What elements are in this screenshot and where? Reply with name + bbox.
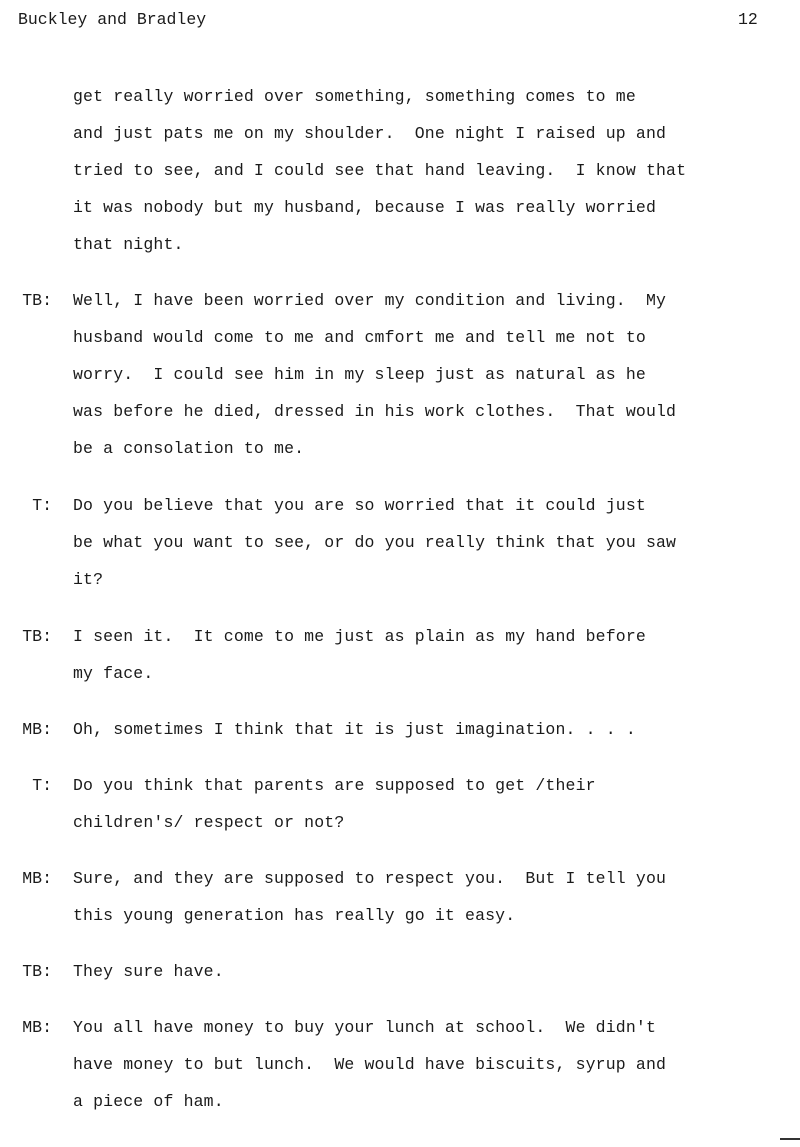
transcript-line: I seen it. It come to me just as plain as my hand before	[73, 627, 646, 646]
transcript-line: get really worried over something, something comes to me	[73, 87, 636, 106]
transcript-line: it?	[73, 570, 104, 589]
page-number: 12	[738, 10, 758, 29]
speaker-label: MB:	[22, 869, 52, 888]
running-header-title: Buckley and Bradley	[18, 10, 207, 29]
transcript-line: They sure have.	[73, 962, 224, 981]
transcript-line: tried to see, and I could see that hand leaving. I know that	[73, 161, 687, 180]
transcript-line: Oh, sometimes I think that it is just imagination. . . .	[73, 720, 636, 739]
speaker-label: MB:	[22, 720, 52, 739]
page-edge-mark	[780, 1138, 800, 1140]
transcript-line: children's/ respect or not?	[73, 813, 345, 832]
transcript-line: that night.	[73, 235, 184, 254]
speaker-label: TB:	[22, 627, 52, 646]
transcript-line: worry. I could see him in my sleep just as natural as he	[73, 365, 646, 384]
transcript-line: husband would come to me and cmfort me and tell me not to	[73, 328, 646, 347]
speaker-label: T:	[32, 496, 52, 515]
speaker-label: TB:	[22, 291, 52, 310]
transcript-line: be a consolation to me.	[73, 439, 305, 458]
transcript-line: and just pats me on my shoulder. One night I raised up and	[73, 124, 667, 143]
transcript-line: Sure, and they are supposed to respect you. But I tell you	[73, 869, 667, 888]
speaker-label: T:	[32, 776, 52, 795]
transcript-line: Well, I have been worried over my condition and living. My	[73, 291, 667, 310]
transcript-line: my face.	[73, 664, 154, 683]
transcript-line: have money to but lunch. We would have biscuits, syrup and	[73, 1055, 667, 1074]
transcript-line: Do you think that parents are supposed to get /their	[73, 776, 596, 795]
transcript-line: a piece of ham.	[73, 1092, 224, 1111]
speaker-label: TB:	[22, 962, 52, 981]
transcript-line: You all have money to buy your lunch at school. We didn't	[73, 1018, 656, 1037]
transcript-line: was before he died, dressed in his work clothes. That would	[73, 402, 677, 421]
transcript-line: be what you want to see, or do you really think that you saw	[73, 533, 677, 552]
transcript-line: Do you believe that you are so worried that it could just	[73, 496, 646, 515]
transcript-line: it was nobody but my husband, because I was really worried	[73, 198, 656, 217]
speaker-label: MB:	[22, 1018, 52, 1037]
transcript-line: this young generation has really go it easy.	[73, 906, 516, 925]
